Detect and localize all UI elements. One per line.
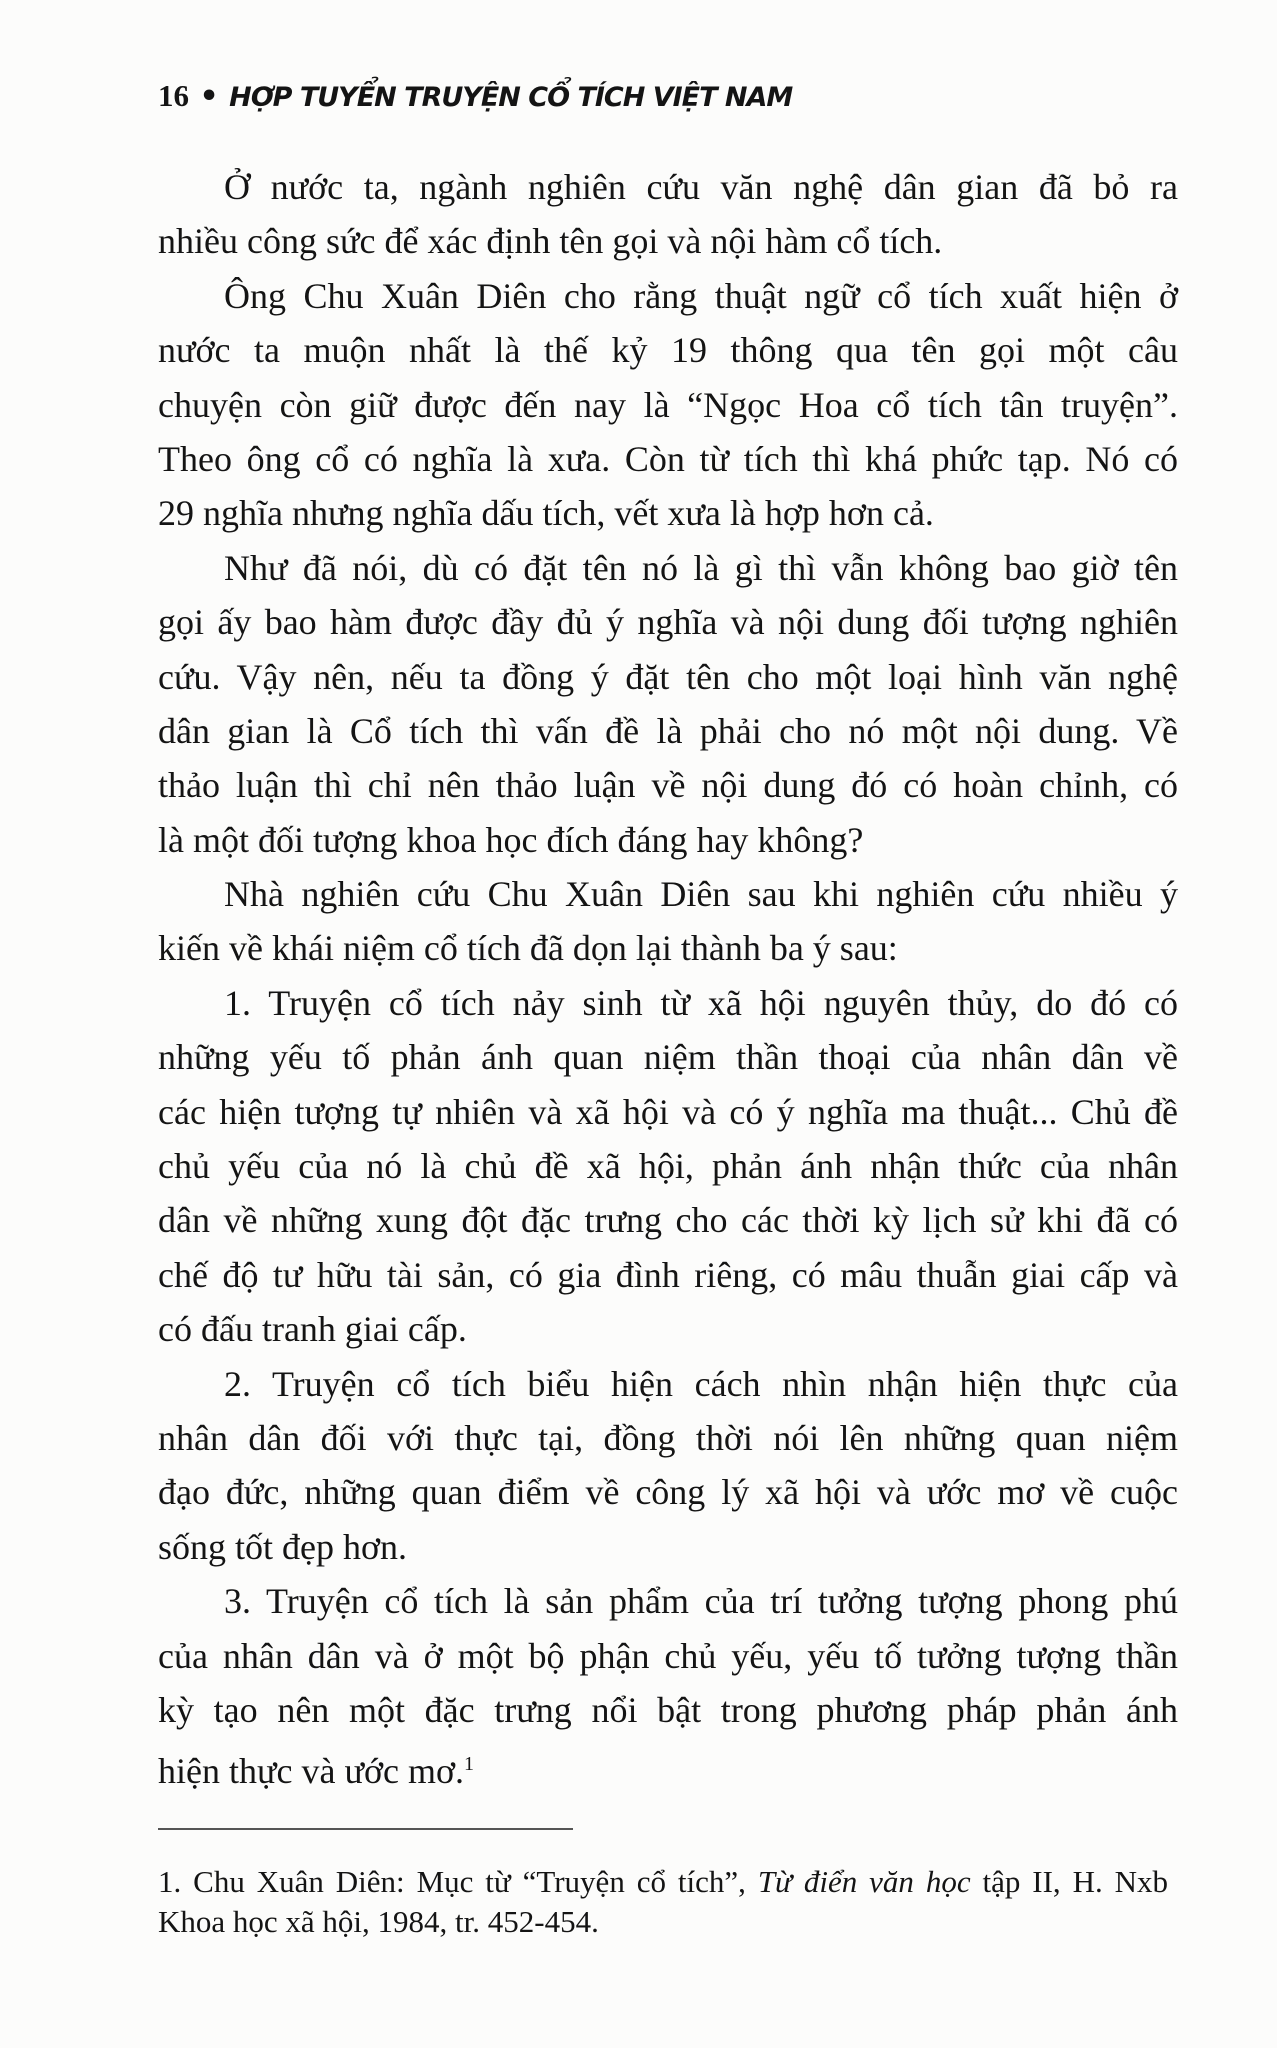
line-text: các hiện tượng tự nhiên và xã hội và có ý nghĩa ma thuật... Chủ đề <box>158 1091 1178 1132</box>
line-text: gọi ấy bao hàm được đầy đủ ý nghĩa và nội dung đối tượng nghiên <box>158 602 1178 643</box>
line-text: chủ yếu của nó là chủ đề xã hội, phản ánh nhận thức của nhân <box>158 1146 1178 1187</box>
text-line <box>158 1302 1178 1356</box>
text-line <box>158 1357 1178 1411</box>
line-text: 3. Truyện cổ tích là sản phẩm của trí tưởng tượng phong phú <box>224 1581 1178 1622</box>
line-text: dân về những xung đột đặc trưng cho các thời kỳ lịch sử khi đã có <box>158 1200 1178 1241</box>
page-number: 16 <box>158 78 189 113</box>
line-text: dân gian là Cổ tích thì vấn đề là phải cho nó một nội dung. Về <box>158 710 1178 751</box>
text-line <box>158 378 1178 432</box>
text-line <box>158 1085 1178 1139</box>
line-text: Như đã nói, dù có đặt tên nó là gì thì vẫn không bao giờ tên <box>224 547 1178 588</box>
text-line <box>158 323 1178 377</box>
footnote-line-1 <box>158 1862 1168 1902</box>
text-line <box>158 541 1178 595</box>
footnote <box>158 1862 1168 1942</box>
footnote-text: tập II, H. Nxb <box>970 1864 1169 1899</box>
line-text: những yếu tố phản ánh quan niệm thần thoại của nhân dân về <box>158 1037 1178 1078</box>
text-line <box>158 1139 1178 1193</box>
footnote-marker: 1 <box>464 1753 475 1776</box>
line-text: Nhà nghiên cứu Chu Xuân Diên sau khi nghiên cứu nhiều ý <box>224 874 1178 915</box>
text-line <box>158 486 1178 540</box>
text-line <box>158 704 1178 758</box>
line-text: 1. Truyện cổ tích nảy sinh từ xã hội nguyên thủy, do đó có <box>224 982 1178 1023</box>
line-text: nhân dân đối với thực tại, đồng thời nói lên những quan niệm <box>158 1417 1178 1458</box>
footnote-divider <box>158 1828 573 1830</box>
running-header <box>158 78 792 114</box>
footnote-title: Từ điển văn học <box>757 1864 971 1899</box>
footnote-line-2: Khoa học xã hội, 1984, tr. 452-454. <box>158 1904 599 1939</box>
text-line <box>158 921 1178 975</box>
text-line <box>158 1629 1178 1683</box>
text-line <box>158 813 1178 867</box>
line-text: đạo đức, những quan điểm về công lý xã hội và ước mơ về cuộc <box>158 1472 1178 1513</box>
text-line <box>158 160 1178 214</box>
text-line <box>158 650 1178 704</box>
text-line <box>158 976 1178 1030</box>
header-separator: • <box>199 79 219 114</box>
text-line <box>158 1520 1178 1574</box>
line-text: Ông Chu Xuân Diên cho rằng thuật ngữ cổ tích xuất hiện ở <box>224 275 1178 316</box>
line-text: sống tốt đẹp hơn. <box>158 1526 408 1567</box>
body-text <box>158 160 1178 1792</box>
line-text: có đấu tranh giai cấp. <box>158 1309 467 1350</box>
text-line <box>158 595 1178 649</box>
line-text: Theo ông cổ có nghĩa là xưa. Còn từ tích thì khá phức tạp. Nó có <box>158 438 1178 479</box>
line-text: chế độ tư hữu tài sản, có gia đình riêng, có mâu thuẫn giai cấp và <box>158 1254 1178 1295</box>
line-text: kiến về khái niệm cổ tích đã dọn lại thành ba ý sau: <box>158 928 898 969</box>
line-text: 29 nghĩa nhưng nghĩa dấu tích, vết xưa là hợp hơn cả. <box>158 493 934 534</box>
line-text: thảo luận thì chỉ nên thảo luận về nội dung đó có hoàn chỉnh, có <box>158 765 1178 806</box>
line-text: chuyện còn giữ được đến nay là “Ngọc Hoa cổ tích tân truyện”. <box>158 384 1178 425</box>
text-line <box>158 1683 1178 1737</box>
line-text: 2. Truyện cổ tích biểu hiện cách nhìn nhận hiện thực của <box>224 1363 1178 1404</box>
text-line <box>158 1193 1178 1247</box>
running-title: HỢP TUYỂN TRUYỆN CỔ TÍCH VIỆT NAM <box>229 82 793 113</box>
text-line <box>158 269 1178 323</box>
line-text: cứu. Vậy nên, nếu ta đồng ý đặt tên cho một loại hình văn nghệ <box>158 656 1178 697</box>
line-text: Ở nước ta, ngành nghiên cứu văn nghệ dân gian đã bỏ ra <box>224 167 1178 207</box>
text-line <box>158 1248 1178 1302</box>
footnote-text: 1. Chu Xuân Diên: Mục từ “Truyện cổ tích”, <box>158 1864 758 1899</box>
text-line <box>158 1574 1178 1628</box>
text-line <box>158 1030 1178 1084</box>
line-text: nước ta muộn nhất là thế kỷ 19 thông qua tên gọi một câu <box>158 330 1178 371</box>
text-line <box>158 758 1178 812</box>
line-text: kỳ tạo nên một đặc trưng nổi bật trong phương pháp phản ánh <box>158 1689 1178 1730</box>
line-text: của nhân dân và ở một bộ phận chủ yếu, yếu tố tưởng tượng thần <box>158 1635 1178 1676</box>
text-line <box>158 1737 1178 1791</box>
text-line <box>158 214 1178 268</box>
text-line <box>158 1411 1178 1465</box>
line-text: là một đối tượng khoa học đích đáng hay không? <box>158 819 864 860</box>
text-line <box>158 867 1178 921</box>
text-line <box>158 432 1178 486</box>
line-text: nhiều công sức để xác định tên gọi và nội hàm cổ tích. <box>158 221 943 262</box>
line-text: hiện thực và ước mơ. <box>158 1751 465 1792</box>
text-line <box>158 1465 1178 1519</box>
